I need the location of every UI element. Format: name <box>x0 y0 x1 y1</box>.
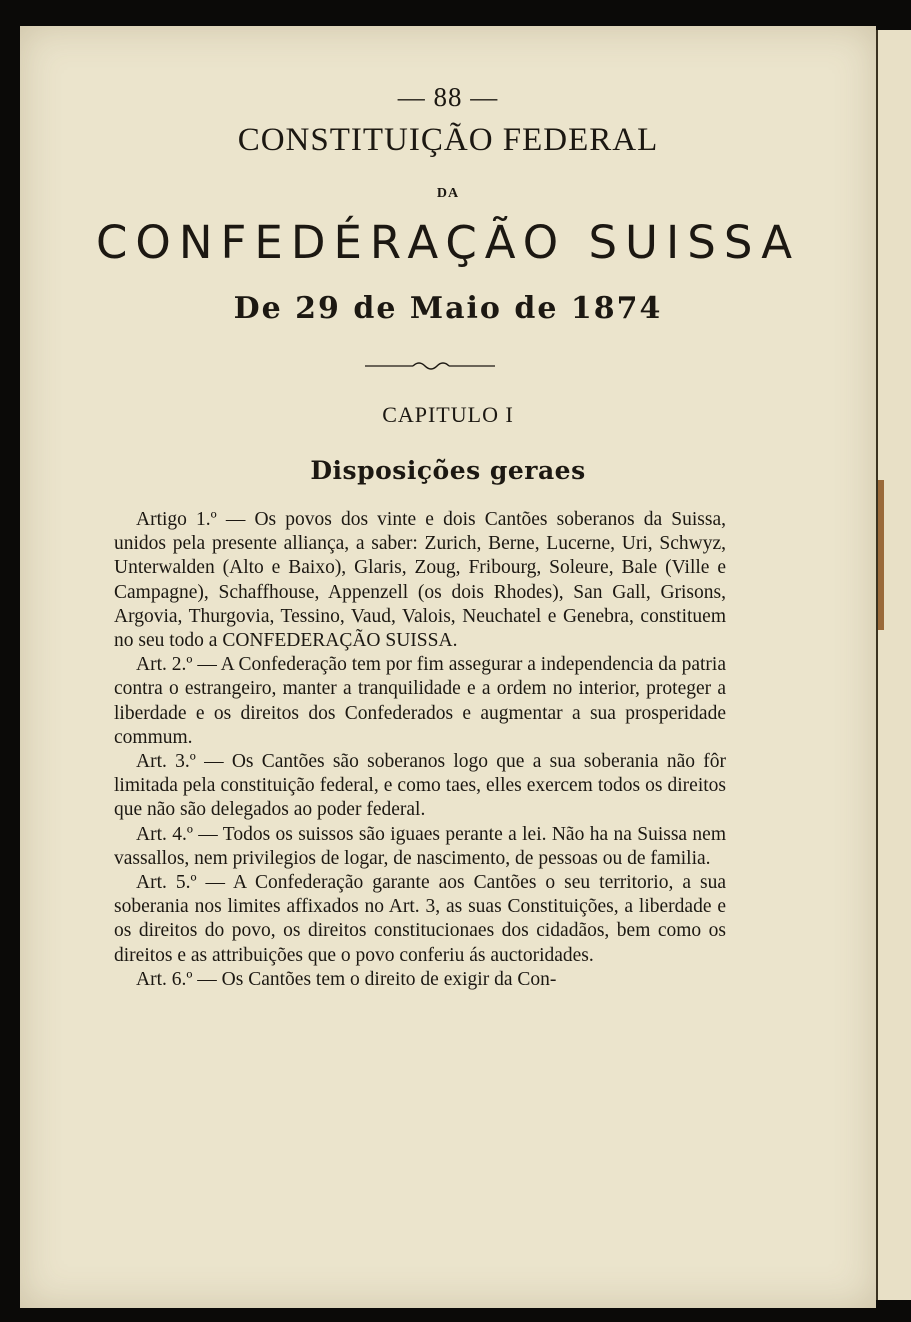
articles-body <box>114 508 726 992</box>
page-tab-marker <box>878 480 884 630</box>
date-line: De 29 de Maio de 1874 <box>233 291 663 326</box>
ornament-divider <box>365 359 495 373</box>
title-da: DA <box>436 186 460 201</box>
article-1: Artigo 1.º — Os povos dos vinte e dois Cantões soberanos da Suissa, unidos pela presente alliança, a saber: Zurich, Berne, Lucerne, Uri, Schwyz, Unterwalden (Alto e Baixo), Glaris, Zoug, Fribourg, Soleure, Bale (Ville e Campagne), Schaffhouse, Appenzell (os dois Rhodes), San Gall, Grisons, Argovia, Thurgovia, Tessino, Vaud, Valois, Neuchatel e Genebra, constituem no seu todo a CONFEDERAÇÃO SUISSA. <box>114 509 726 652</box>
article-3: Art. 3.º — Os Cantões são soberanos logo que a sua soberania não fôr limitada pela constituição federal, e como taes, elles exercem todos os direitos que não são delegados ao poder federal. <box>114 751 726 821</box>
article-4: Art. 4.º — Todos os suissos são iguaes perante a lei. Não ha na Suissa nem vassallos, nem privilegios de logar, de nascimento, de pessoas ou de familia. <box>114 823 726 869</box>
article-2: Art. 2.º — A Confederação tem por fim assegurar a independencia da patria contra o estrangeiro, manter a tranquilidade e a ordem no interior, proteger a liberdade e os direitos dos Confederados e augmentar a sua prosperidade commum. <box>114 654 726 748</box>
page-number: — 88 — <box>397 82 499 112</box>
chapter-heading: CAPITULO I <box>382 402 514 427</box>
document-page <box>20 26 876 1308</box>
adjacent-page-edge <box>876 30 911 1300</box>
article-6: Art. 6.º — Os Cantões tem o direito de exigir da Con- <box>136 968 557 990</box>
chapter-title: Disposições geraes <box>310 456 586 485</box>
article-5: Art. 5.º — A Confederação garante aos Cantões o seu territorio, a sua soberania nos limites affixados no Art. 3, as suas Constituições, a liberdade e os direitos do povo, os direitos constitucionaes dos cidadãos, bem como os direitos e as attribuições que o povo conferiu ás auctoridades. <box>114 872 726 966</box>
title-confederation: CONFEDÉRAÇÃO SUISSA <box>96 216 800 269</box>
title-constitution: CONSTITUIÇÃO FEDERAL <box>237 122 659 158</box>
